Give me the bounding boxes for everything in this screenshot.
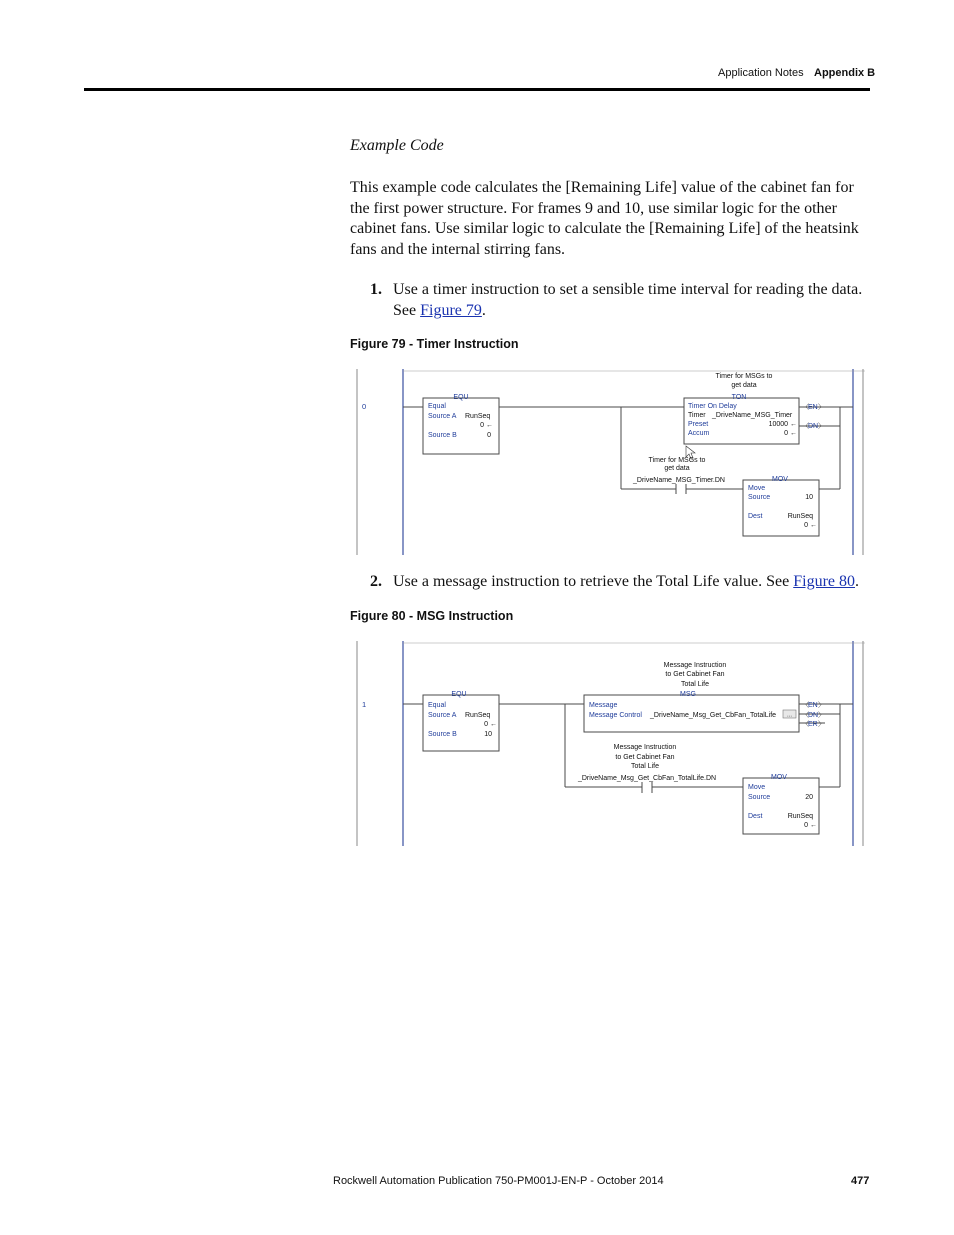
svg-text:get data: get data xyxy=(664,465,690,472)
svg-text:0 ←: 0 ← xyxy=(484,721,497,728)
svg-text:TON: TON xyxy=(731,394,747,401)
svg-text:〉: 〉 xyxy=(818,702,825,709)
svg-text:10000 ←: 10000 ← xyxy=(768,421,797,428)
svg-text:Message: Message xyxy=(589,702,618,709)
svg-text:MSG: MSG xyxy=(680,691,696,698)
svg-text:DN: DN xyxy=(808,423,819,430)
section-title: Example Code xyxy=(350,137,444,154)
svg-text:〉: 〉 xyxy=(818,404,825,411)
equ-block xyxy=(423,691,499,751)
mov-block xyxy=(743,476,819,536)
svg-text:10: 10 xyxy=(484,731,492,738)
svg-text:〈: 〈 xyxy=(802,404,809,411)
svg-text:Message Instruction: Message Instruction xyxy=(613,744,677,751)
svg-text:0: 0 xyxy=(487,432,491,439)
svg-text:RunSeq: RunSeq xyxy=(787,813,813,820)
figure-79-ladder xyxy=(355,369,865,555)
xic-contact xyxy=(577,744,716,793)
svg-text:0 ←: 0 ← xyxy=(784,430,797,437)
svg-text:ER: ER xyxy=(808,721,818,728)
svg-text:Message Instruction: Message Instruction xyxy=(663,662,727,669)
figure-79-link[interactable]: Figure 79 xyxy=(420,301,482,319)
svg-text:Equal: Equal xyxy=(428,702,446,709)
svg-text:Total Life: Total Life xyxy=(630,763,660,770)
svg-text:EN: EN xyxy=(808,702,818,709)
step-text: Use a timer instruction to set a sensible time interval for reading the data. See Figure 79. xyxy=(393,281,863,319)
svg-text:Equal: Equal xyxy=(428,403,446,410)
mov-block xyxy=(743,774,819,834)
svg-text:0 ←: 0 ← xyxy=(804,822,817,829)
svg-text:Timer for MSGs to: Timer for MSGs to xyxy=(648,457,706,464)
svg-text:Timer On Delay: Timer On Delay xyxy=(688,403,737,410)
svg-text:〈: 〈 xyxy=(802,721,809,728)
svg-text:Move: Move xyxy=(748,784,766,791)
xic-contact xyxy=(632,457,725,494)
svg-text:Preset: Preset xyxy=(688,421,709,428)
figure-79-caption: Figure 79 - Timer Instruction xyxy=(350,337,519,351)
svg-text:0 ←: 0 ← xyxy=(480,422,493,429)
svg-text:Message Control: Message Control xyxy=(589,712,642,719)
figure-80-link[interactable]: Figure 80 xyxy=(793,573,856,590)
svg-text:Source B: Source B xyxy=(428,432,457,439)
svg-text:to Get Cabinet Fan: to Get Cabinet Fan xyxy=(615,754,675,761)
svg-text:Dest: Dest xyxy=(748,513,763,520)
svg-text:MOV: MOV xyxy=(771,774,787,781)
svg-text:_DriveName_Msg_Get_CbFan_Total: _DriveName_Msg_Get_CbFan_TotalLife.DN xyxy=(577,775,717,782)
ton-block xyxy=(684,373,840,444)
svg-text:〈: 〈 xyxy=(802,712,809,719)
svg-text:20: 20 xyxy=(805,794,813,801)
svg-text:Source: Source xyxy=(748,794,771,801)
equ-block xyxy=(423,394,499,454)
figure-80-ladder xyxy=(355,641,865,846)
svg-text:RunSeq: RunSeq xyxy=(465,413,491,420)
intro-paragraph: This example code calculates the [Remaining Life] value of the cabinet fan for the first power structure. For frames 9 and 10, use similar logic for the other cabinet fans. Use similar logic to calculate the [Remaining Life] of the heatsink fans and the internal stirring fans. xyxy=(350,179,859,258)
svg-text:EN: EN xyxy=(808,404,818,411)
svg-text:RunSeq: RunSeq xyxy=(465,712,491,719)
figure-80-caption: Figure 80 - MSG Instruction xyxy=(350,609,514,623)
svg-text:get data: get data xyxy=(731,382,757,389)
svg-text:EQU: EQU xyxy=(451,691,467,698)
svg-text:〉: 〉 xyxy=(818,712,825,719)
svg-text:to Get Cabinet Fan: to Get Cabinet Fan xyxy=(665,671,725,678)
svg-text:Total Life: Total Life xyxy=(680,681,710,688)
svg-text:Move: Move xyxy=(748,485,766,492)
svg-text:DN: DN xyxy=(808,712,819,719)
svg-text:〈: 〈 xyxy=(802,702,809,709)
svg-text:MOV: MOV xyxy=(772,476,788,483)
running-header-section: Application Notes xyxy=(718,67,804,79)
svg-text:...: ... xyxy=(786,712,793,719)
step-text: Use a message instruction to retrieve the Total Life value. See Figure 80. xyxy=(393,573,860,590)
svg-text:Dest: Dest xyxy=(748,813,763,820)
running-header-appendix: Appendix B xyxy=(814,67,876,79)
step-number: 1. xyxy=(370,281,382,298)
svg-text:Accum: Accum xyxy=(688,430,710,437)
footer-publication: Rockwell Automation Publication 750-PM001J-EN-P - October 2014 xyxy=(333,1175,664,1187)
svg-text:RunSeq: RunSeq xyxy=(787,513,813,520)
msg-block xyxy=(584,691,840,732)
svg-text:〉: 〉 xyxy=(818,423,825,430)
svg-text:〈: 〈 xyxy=(802,423,809,430)
svg-text:Source A: Source A xyxy=(428,712,457,719)
header-rule xyxy=(84,88,870,91)
page-number: 477 xyxy=(851,1175,870,1187)
svg-text:10: 10 xyxy=(805,494,813,501)
rung-number: 0 xyxy=(362,402,367,411)
svg-text:Source A: Source A xyxy=(428,413,457,420)
svg-text:_DriveName_MSG_Timer: _DriveName_MSG_Timer xyxy=(712,412,793,419)
step-number: 2. xyxy=(370,573,382,590)
svg-text:_DriveName_MSG_Timer.DN: _DriveName_MSG_Timer.DN xyxy=(633,477,725,484)
svg-text:Timer for MSGs to: Timer for MSGs to xyxy=(715,373,773,380)
svg-text:Timer: Timer xyxy=(688,412,706,419)
svg-text:Source B: Source B xyxy=(428,731,457,738)
svg-text:0 ←: 0 ← xyxy=(804,522,817,529)
svg-text:EQU: EQU xyxy=(453,394,469,401)
svg-text:〉: 〉 xyxy=(818,721,825,728)
rung-number: 1 xyxy=(362,700,367,709)
svg-text:Source: Source xyxy=(748,494,771,501)
svg-text:_DriveName_Msg_Get_CbFan_Total: _DriveName_Msg_Get_CbFan_TotalLife xyxy=(650,712,777,719)
